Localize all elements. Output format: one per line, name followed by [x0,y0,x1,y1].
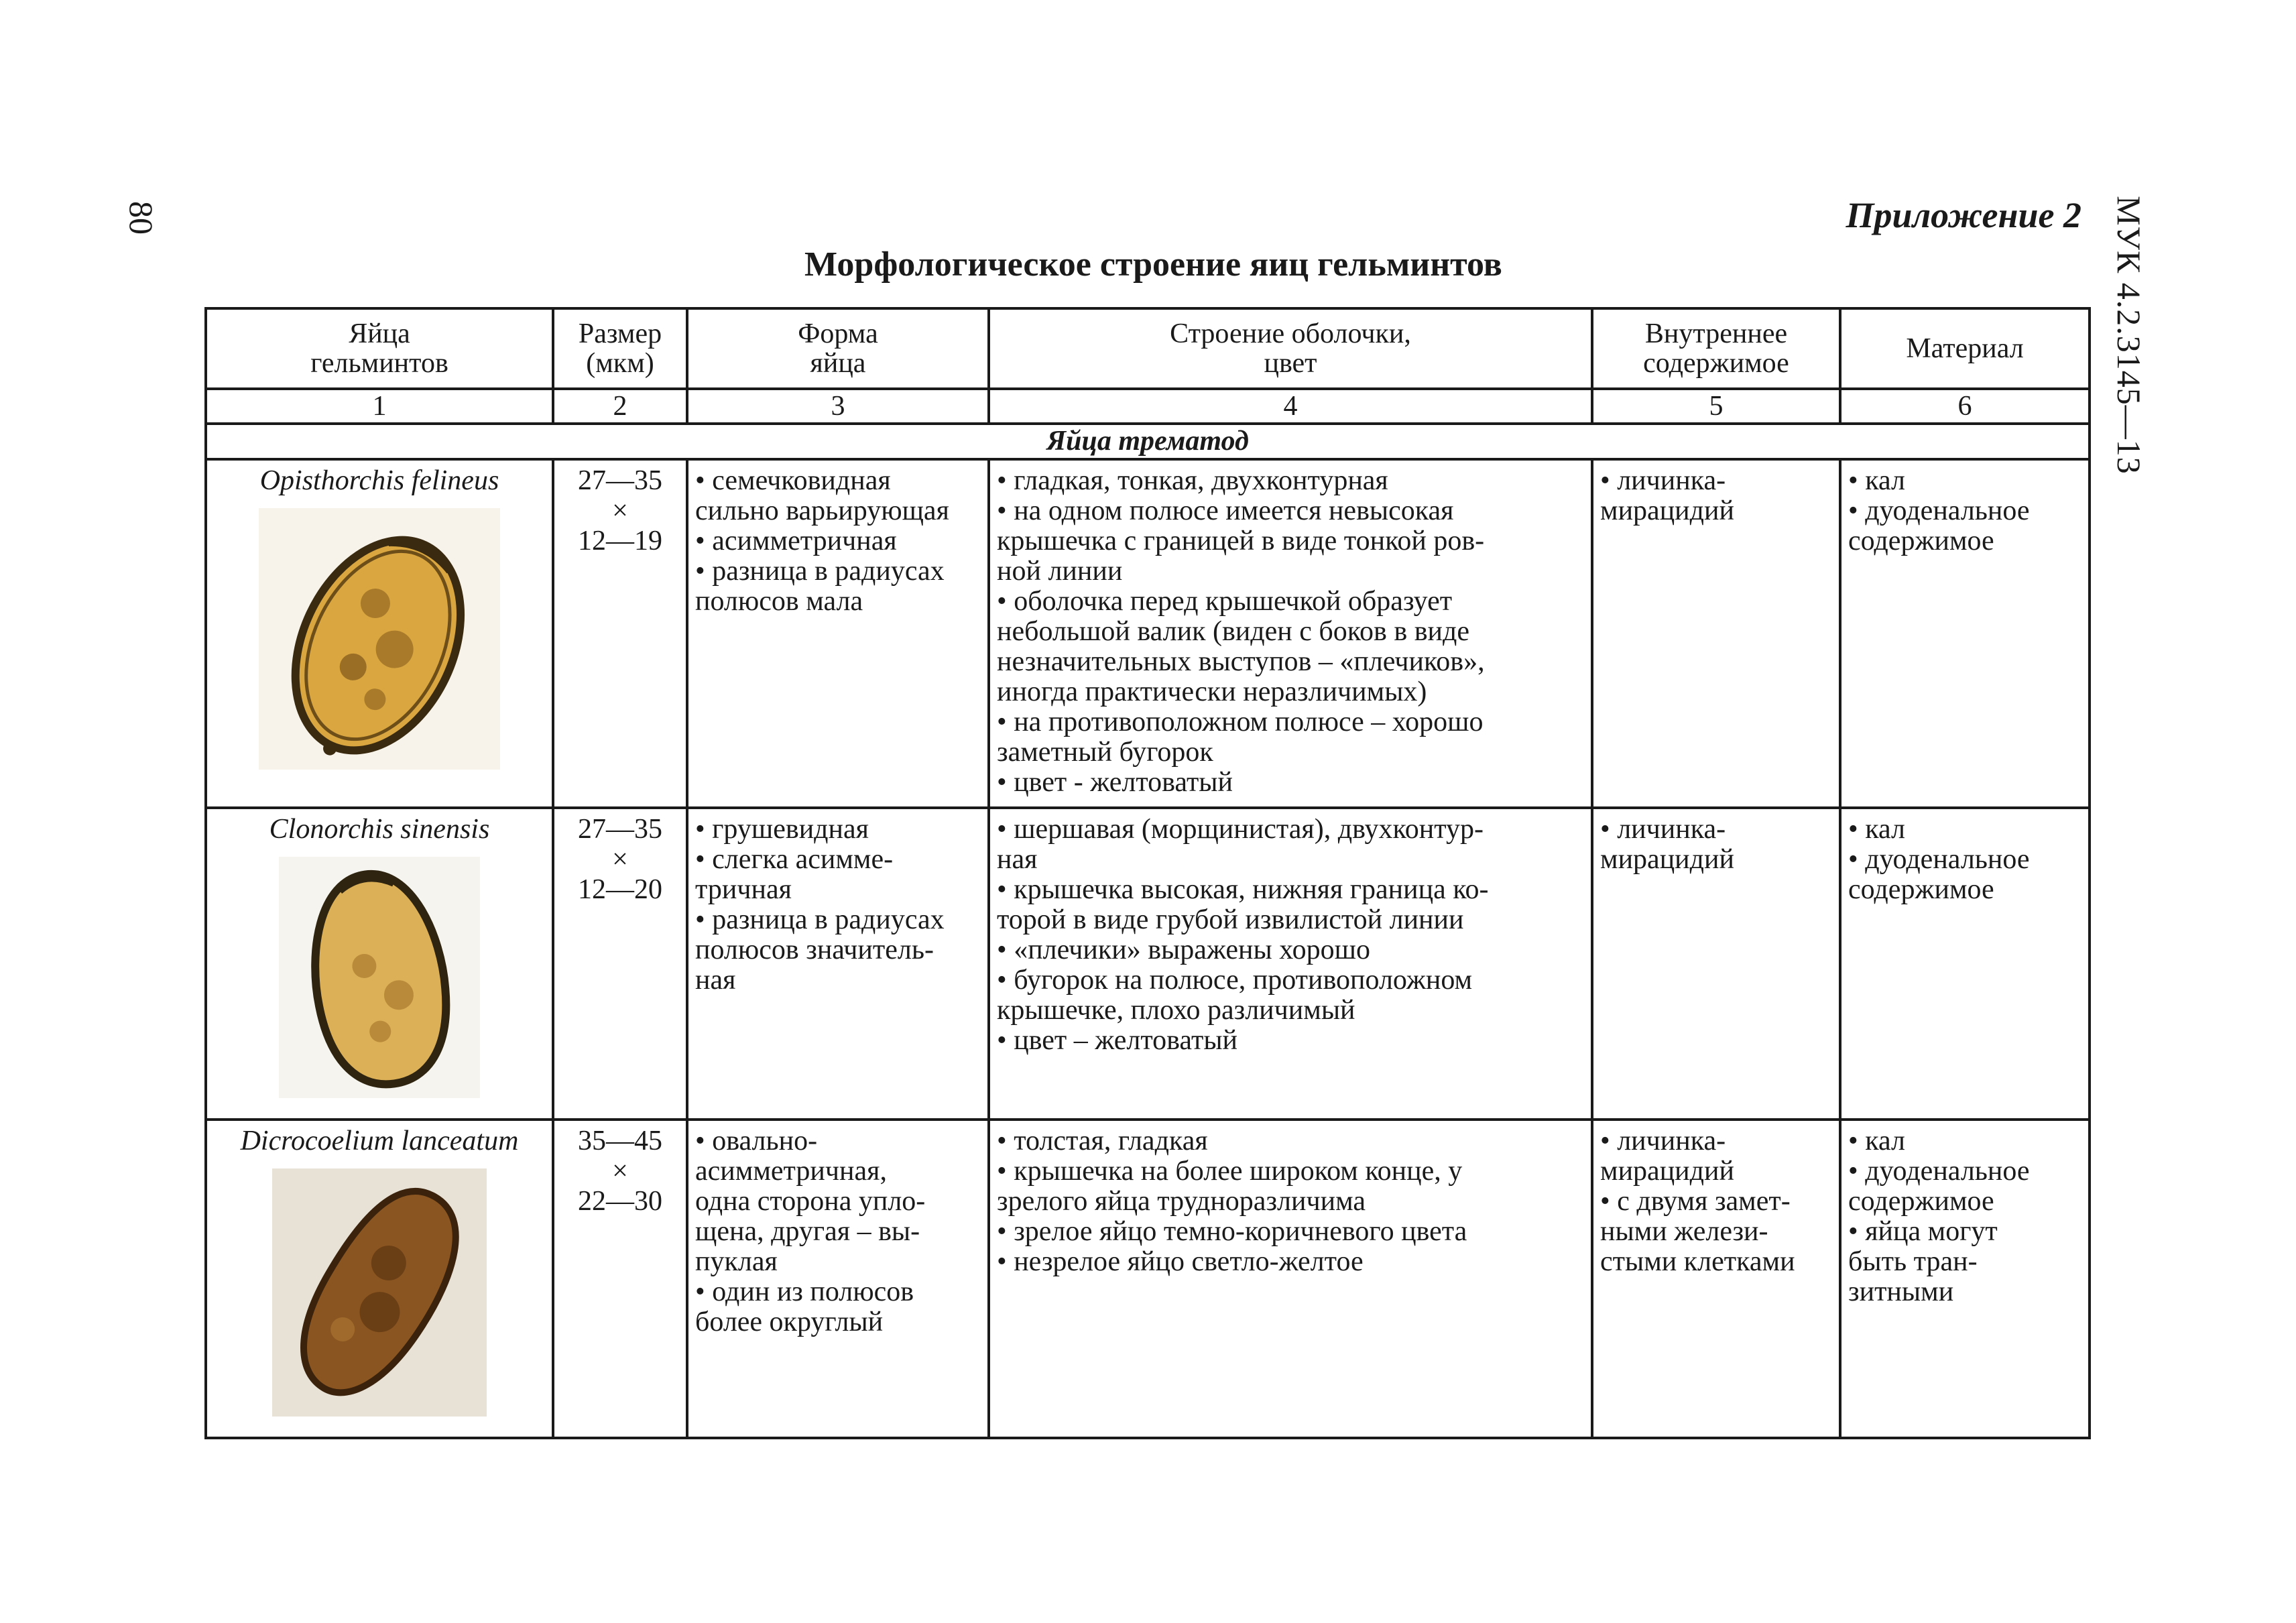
document-code: МУК 4.2.3145—13 [2110,196,2148,475]
cell-line: • личинка- [1600,465,1726,496]
species-name: Opisthorchis felineus [259,465,499,496]
cell-line: • оболочка перед крышечкой образует [997,586,1453,617]
cell-line: • слегка асимме- [695,844,894,875]
shell-cell [989,808,1592,1120]
cell-line: крышечке, плохо различимый [997,995,1355,1026]
cell-line: • разница в радиусах [695,556,945,587]
cell-line: 12—20 [578,874,662,905]
column-number: 1 [206,389,553,424]
cell-line: незначительных выступов – «плечиков», [997,646,1485,677]
cell-line: • семечковидная [695,465,891,496]
group-title: Яйца трематод [206,424,2090,459]
cell-line: • «плечики» выражены хорошо [997,935,1370,965]
cell-line: • овально- [695,1126,818,1156]
cell-line: пуклая [695,1246,778,1277]
cell-line: • яйца могут [1848,1216,1998,1247]
cell-line: мирацидий [1600,495,1734,526]
cell-line: заметный бугорок [997,737,1213,768]
shape-cell [687,459,989,808]
dicrocoelium-egg-icon [214,1168,545,1417]
cell-line: × [612,844,628,875]
table-row [206,1120,2090,1438]
cell-line: небольшой валик (виден с боков в виде [997,616,1470,647]
column-number: 3 [687,389,989,424]
opisthorchis-egg-icon [214,508,545,770]
cell-line: мирацидий [1600,1156,1734,1187]
cell-line: • дуоденальное [1848,1156,2030,1187]
table-header-row [206,308,2090,389]
cell-line: ная [695,965,736,996]
cell-line: • на противоположном полюсе – хорошо [997,707,1484,737]
column-number: 4 [989,389,1592,424]
cell-line: содержимое [1848,526,1994,556]
table-row [206,459,2090,808]
cell-line: полюсов значитель- [695,935,934,965]
cell-line: ной линии [997,556,1123,587]
cell-line: • дуоденальное [1848,844,2030,875]
cell-line: • кал [1848,465,1905,496]
cell-line: сильно варьирующая [695,495,949,526]
cell-line: ными желези- [1600,1216,1768,1247]
page-number: 80 [123,201,160,235]
cell-line: 27—35 [578,465,662,496]
header-content: Внутреннее содержимое [1592,308,1840,389]
species-name: Dicrocoelium lanceatum [240,1126,519,1156]
header-shape: Форма яйца [687,308,989,389]
shape-cell [687,808,989,1120]
cell-line: • крышечка высокая, нижняя граница ко- [997,874,1489,905]
cell-line: крышечка с границей в виде тонкой ров- [997,526,1485,556]
cell-line: стыми клетками [1600,1246,1795,1277]
cell-line: мирацидий [1600,844,1734,875]
cell-line: иногда практически неразличимых) [997,676,1427,707]
cell-line: • толстая, гладкая [997,1126,1208,1156]
shell-cell [989,459,1592,808]
material-cell [1840,1120,2090,1438]
egg-name-cell [206,1120,553,1438]
cell-line: быть тран- [1848,1246,1978,1277]
group-row [206,424,2090,459]
column-number: 2 [553,389,687,424]
content-cell [1592,1120,1840,1438]
header-eggs: Яйца гельминтов [206,308,553,389]
cell-line: • с двумя замет- [1600,1186,1791,1217]
size-cell [553,808,687,1120]
cell-line: 12—19 [578,526,662,556]
column-number: 5 [1592,389,1840,424]
cell-line: содержимое [1848,874,1994,905]
egg-name-cell [206,808,553,1120]
cell-line: 22—30 [578,1186,662,1217]
cell-line: 27—35 [578,814,662,845]
page-title: Морфологическое строение яиц гельминтов [804,245,1502,284]
cell-line: 35—45 [578,1126,662,1156]
shell-cell [989,1120,1592,1438]
cell-line: • зрелое яйцо темно-коричневого цвета [997,1216,1467,1247]
header-shell: Строение оболочки, цвет [989,308,1592,389]
size-cell [553,1120,687,1438]
material-cell [1840,459,2090,808]
cell-line: • личинка- [1600,814,1726,845]
cell-line: асимметричная, [695,1156,887,1187]
cell-line: • на одном полюсе имеется невысокая [997,495,1454,526]
cell-line: одна сторона упло- [695,1186,926,1217]
cell-line: • дуоденальное [1848,495,2030,526]
cell-line: × [612,1156,628,1187]
cell-line: щена, другая – вы- [695,1216,920,1247]
header-material: Материал [1840,308,2090,389]
cell-line: • кал [1848,814,1905,845]
cell-line: зрелого яйца трудноразличима [997,1186,1366,1217]
cell-line: • грушевидная [695,814,869,845]
cell-line: ная [997,844,1038,875]
species-name: Clonorchis sinensis [269,814,490,845]
cell-line: • асимметричная [695,526,897,556]
cell-line: тричная [695,874,792,905]
cell-line: • шершавая (морщинистая), двухконтур- [997,814,1484,845]
cell-line: • крышечка на более широком конце, у [997,1156,1463,1187]
cell-line: • цвет – желтоватый [997,1025,1238,1056]
cell-line: торой в виде грубой извилистой линии [997,904,1464,935]
table-row [206,808,2090,1120]
column-number-row [206,389,2090,424]
cell-line: • бугорок на полюсе, противоположном [997,965,1473,996]
cell-line: более округлый [695,1307,884,1337]
cell-line: • цвет - желтоватый [997,767,1233,798]
cell-line: × [612,495,628,526]
clonorchis-egg-icon [214,857,545,1098]
cell-line: • гладкая, тонкая, двухконтурная [997,465,1388,496]
header-size: Размер (мкм) [553,308,687,389]
cell-line: • разница в радиусах [695,904,945,935]
content-cell [1592,808,1840,1120]
cell-line: • незрелое яйцо светло-желтое [997,1246,1364,1277]
column-number: 6 [1840,389,2090,424]
cell-line: • личинка- [1600,1126,1726,1156]
material-cell [1840,808,2090,1120]
content-cell [1592,459,1840,808]
appendix-label: Приложение 2 [1846,195,2081,235]
cell-line: содержимое [1848,1186,1994,1217]
cell-line: • один из полюсов [695,1276,914,1307]
size-cell [553,459,687,808]
helminth-eggs-table [204,307,2091,1439]
cell-line: полюсов мала [695,586,863,617]
cell-line: зитными [1848,1276,1954,1307]
shape-cell [687,1120,989,1438]
egg-name-cell [206,459,553,808]
cell-line: • кал [1848,1126,1905,1156]
